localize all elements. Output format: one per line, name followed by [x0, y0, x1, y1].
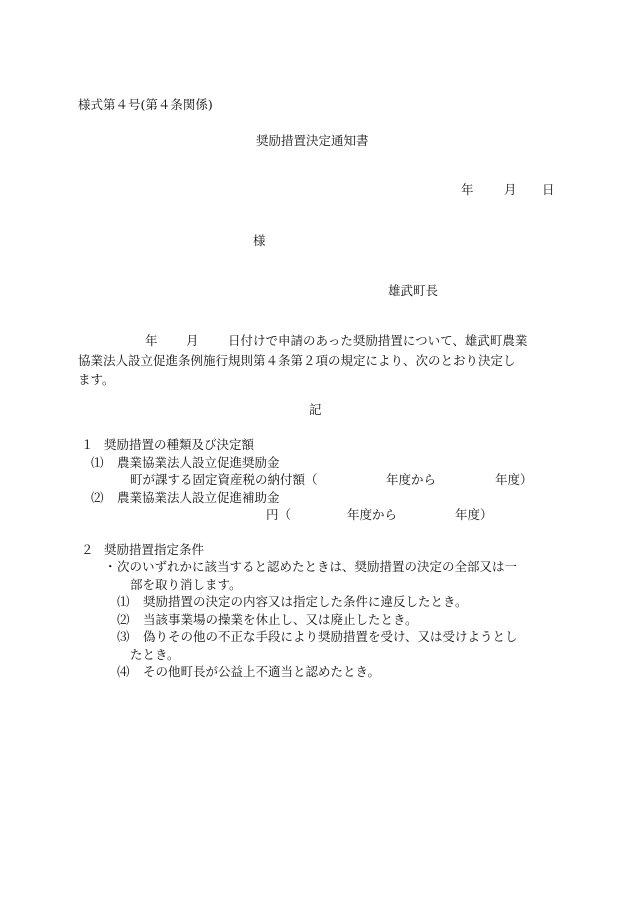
section2-lead-line2: 部を取り消します。 [130, 577, 242, 592]
section2-number: ２ [81, 542, 94, 557]
intro-line2: 協業法人設立促進条例施行規則第４条第２項の規定により、次のとおり決定し [78, 353, 516, 368]
section1-item1-to: 年度） [495, 472, 533, 487]
section1-item2-from: 年度から [347, 507, 398, 522]
intro-year: 年 [145, 333, 158, 348]
issuer-name: 雄武町長 [388, 283, 439, 298]
section2-item-number: ⑷ [117, 664, 130, 679]
section1-heading: 奨励措置の種類及び決定額 [104, 437, 255, 452]
section1-item2-unit: 円（ [266, 507, 292, 522]
date-month: 月 [504, 182, 517, 197]
section2-item-number: ⑴ [117, 594, 130, 609]
ki-marker: 記 [309, 402, 322, 417]
intro-month: 月 [186, 333, 199, 348]
addressee-suffix: 様 [253, 233, 266, 248]
section2-item-text: 偽りその他の不正な手段により奨励措置を受け、又は受けようとし [143, 629, 518, 644]
date-year: 年 [461, 182, 474, 197]
section1-item2-number: ⑵ [91, 490, 104, 505]
section1-item2-label: 農業協業法人設立促進補助金 [117, 490, 280, 505]
section2-heading: 奨励措置指定条件 [104, 542, 205, 557]
section2-item-text: 当該事業場の操業を休止し、又は廃止したとき。 [143, 612, 418, 627]
section2-item-number: ⑵ [117, 612, 130, 627]
section2-item-text: その他町長が公益上不適当と認めたとき。 [143, 664, 381, 679]
section1-item1-label: 農業協業法人設立促進奨励金 [117, 455, 280, 470]
intro-line1: 日付けで申請のあった奨励措置について、雄武町農業 [228, 333, 528, 348]
section2-item-number: ⑶ [117, 629, 130, 644]
date-day: 日 [542, 182, 555, 197]
section2-item-text-continued: たとき。 [130, 647, 180, 662]
section2-item-text: 奨励措置の決定の内容又は指定した条件に違反したとき。 [143, 594, 468, 609]
section2-bullet: ・ [104, 559, 117, 574]
section1-item1-detail: 町が課する固定資産税の納付額（ [130, 472, 318, 487]
section1-item1-number: ⑴ [91, 455, 104, 470]
document-title: 奨励措置決定通知書 [256, 133, 369, 148]
section1-item2-to: 年度） [455, 507, 493, 522]
intro-line3: ます。 [78, 372, 115, 387]
section2-lead-line1: 次のいずれかに該当すると認めたときは、奨励措置の決定の全部又は一 [117, 559, 518, 574]
form-number: 様式第４号(第４条関係) [78, 97, 213, 112]
section1-item1-from: 年度から [386, 472, 437, 487]
section1-number: １ [81, 437, 94, 452]
